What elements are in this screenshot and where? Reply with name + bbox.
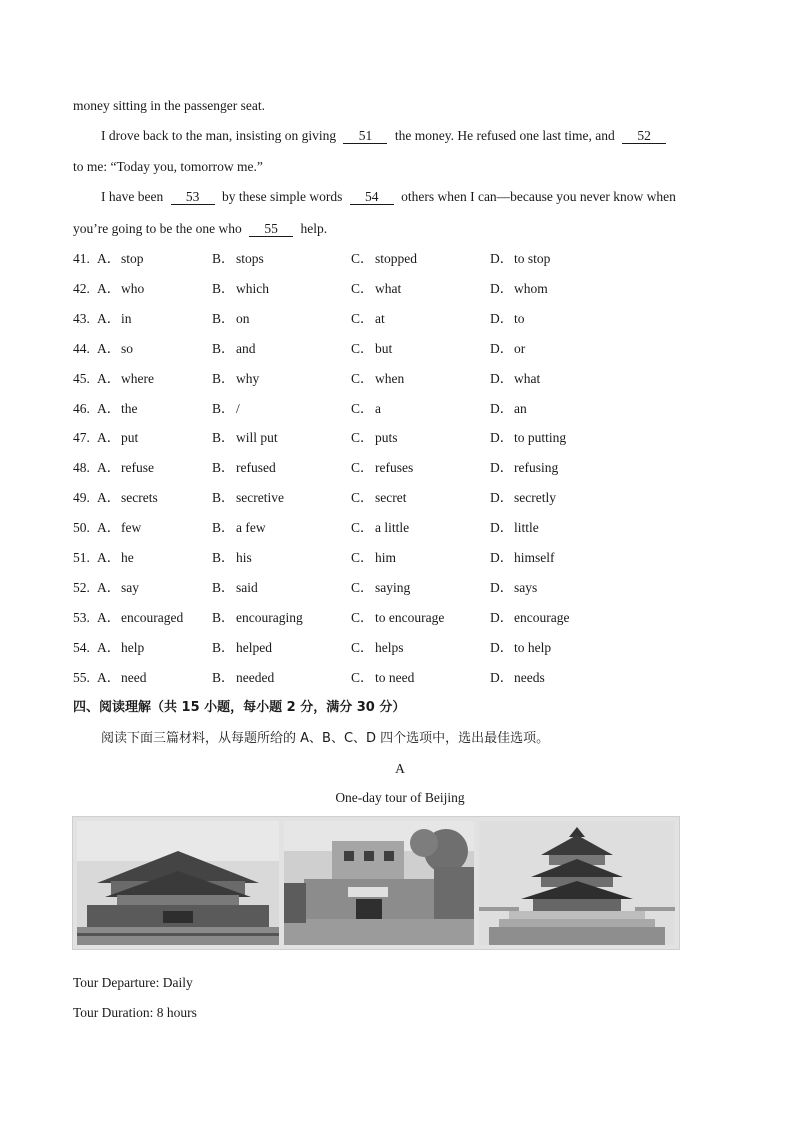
- option-c: [351, 549, 396, 567]
- option-c: [351, 579, 410, 597]
- option-text: saying: [375, 579, 411, 595]
- question-row: [73, 639, 733, 657]
- option-text: him: [375, 550, 397, 565]
- option-letter: B．: [212, 280, 235, 296]
- question-row: [73, 459, 733, 477]
- option-b: [212, 429, 278, 447]
- option-letter: D．: [490, 400, 514, 416]
- option-text: refuse: [121, 460, 154, 476]
- tour-duration: Tour Duration: 8 hours: [73, 1005, 197, 1020]
- option-text: few: [121, 520, 142, 536]
- option-letter: D．: [490, 669, 514, 685]
- passage-title: One-day tour of Beijing: [335, 790, 465, 805]
- option-text: so: [121, 340, 134, 356]
- question-number: 48.: [73, 460, 90, 476]
- option-letter: A．: [97, 370, 121, 386]
- option-text: needed: [236, 669, 275, 685]
- option-text: encourage: [514, 609, 570, 625]
- option-b: [212, 549, 252, 567]
- option-text: his: [236, 550, 252, 565]
- question-number: 44.: [73, 340, 90, 356]
- option-letter: A．: [97, 490, 121, 506]
- option-c: [351, 370, 404, 388]
- option-c: [351, 280, 401, 298]
- option-text: why: [236, 370, 260, 386]
- option-text: but: [375, 340, 393, 356]
- option-d: [490, 280, 548, 298]
- option-letter: C．: [351, 609, 374, 625]
- option-text: which: [236, 280, 269, 296]
- option-letter: C．: [351, 490, 374, 506]
- passage-line: [73, 220, 740, 238]
- question-number: 53.: [73, 609, 90, 625]
- option-letter: B．: [212, 430, 235, 446]
- option-a: [97, 280, 144, 298]
- option-letter: C．: [351, 400, 374, 416]
- option-c: [351, 459, 413, 477]
- option-letter: B．: [212, 550, 235, 565]
- option-text: secret: [375, 490, 407, 506]
- option-text: to putting: [514, 430, 567, 446]
- question-number: 49.: [73, 490, 90, 506]
- option-letter: A．: [97, 579, 121, 595]
- option-text: the: [121, 400, 138, 416]
- option-text: to: [514, 310, 525, 326]
- question-row: [73, 280, 733, 298]
- option-text: refused: [236, 460, 276, 476]
- passage-line: to me: “Today you, tomorrow me.”: [73, 159, 263, 174]
- question-row: [73, 519, 733, 537]
- question-number: 50.: [73, 520, 90, 536]
- option-text: in: [121, 310, 132, 326]
- option-letter: A．: [97, 520, 121, 536]
- option-letter: B．: [212, 400, 235, 416]
- option-text: secretive: [236, 490, 284, 506]
- option-a: [97, 250, 144, 268]
- option-b: [212, 400, 240, 418]
- option-text: put: [121, 430, 139, 446]
- section-instruction: 阅读下面三篇材料，从每题所给的 A、B、C、D 四个选项中，选出最佳选项。: [101, 731, 550, 746]
- option-text: to stop: [514, 251, 551, 266]
- option-a: [97, 609, 183, 627]
- option-letter: B．: [212, 490, 235, 506]
- option-d: [490, 310, 525, 328]
- tiananmen-gate-image: [77, 821, 279, 945]
- passage-text: by these simple words: [221, 189, 343, 204]
- option-text: a little: [375, 520, 410, 536]
- option-text: needs: [514, 669, 545, 685]
- option-letter: A．: [97, 460, 121, 476]
- option-a: [97, 340, 133, 358]
- option-d: [490, 489, 556, 507]
- option-c: [351, 250, 417, 268]
- tour-photo-strip: [72, 816, 680, 950]
- question-row: [73, 310, 733, 328]
- option-text: to need: [375, 669, 415, 685]
- option-b: [212, 579, 258, 597]
- option-letter: D．: [490, 251, 514, 266]
- option-d: [490, 579, 537, 597]
- passage-line: [101, 127, 740, 145]
- option-text: stopped: [375, 251, 417, 266]
- option-letter: D．: [490, 370, 514, 386]
- option-b: [212, 370, 259, 388]
- answer-blank: 53: [171, 189, 215, 205]
- option-letter: D．: [490, 340, 514, 356]
- option-letter: D．: [490, 310, 514, 326]
- option-text: stops: [236, 251, 264, 266]
- option-a: [97, 310, 132, 328]
- option-letter: D．: [490, 430, 514, 446]
- option-letter: B．: [212, 310, 235, 326]
- option-text: will put: [236, 430, 278, 446]
- option-a: [97, 549, 134, 567]
- passage-label: A: [395, 761, 405, 776]
- option-d: [490, 370, 540, 388]
- option-text: encouraged: [121, 609, 184, 625]
- question-row: [73, 370, 733, 388]
- option-text: or: [514, 340, 526, 356]
- option-letter: B．: [212, 609, 235, 625]
- question-row: [73, 579, 733, 597]
- option-text: a: [375, 400, 381, 416]
- question-number: 42.: [73, 280, 90, 296]
- passage-line: [101, 188, 740, 206]
- option-text: little: [514, 520, 539, 536]
- option-text: he: [121, 550, 134, 565]
- option-letter: C．: [351, 310, 374, 326]
- option-c: [351, 609, 444, 627]
- option-text: say: [121, 579, 139, 595]
- option-text: who: [121, 280, 145, 296]
- option-d: [490, 250, 550, 268]
- option-b: [212, 459, 276, 477]
- option-a: [97, 459, 154, 477]
- passage-text: I drove back to the man, insisting on giving: [101, 128, 337, 143]
- option-letter: C．: [351, 460, 374, 476]
- option-text: encouraging: [236, 609, 303, 625]
- option-text: says: [514, 579, 538, 595]
- option-a: [97, 579, 139, 597]
- option-letter: A．: [97, 251, 121, 266]
- question-row: [73, 549, 733, 567]
- answer-blank: 55: [249, 221, 293, 237]
- option-a: [97, 400, 138, 418]
- option-letter: A．: [97, 609, 121, 625]
- option-text: a few: [236, 520, 266, 536]
- option-text: need: [121, 669, 147, 685]
- option-a: [97, 639, 144, 657]
- question-row: [73, 429, 733, 447]
- option-b: [212, 519, 266, 537]
- option-d: [490, 459, 558, 477]
- option-text: puts: [375, 430, 398, 446]
- option-d: [490, 340, 525, 358]
- option-letter: A．: [97, 310, 121, 326]
- option-d: [490, 549, 555, 567]
- option-a: [97, 429, 138, 447]
- question-number: 52.: [73, 579, 90, 595]
- option-text: what: [514, 370, 541, 386]
- option-c: [351, 519, 409, 537]
- option-b: [212, 280, 269, 298]
- option-letter: A．: [97, 280, 121, 296]
- option-letter: C．: [351, 340, 374, 356]
- option-letter: A．: [97, 430, 121, 446]
- option-d: [490, 519, 539, 537]
- option-a: [97, 519, 141, 537]
- option-text: on: [236, 310, 250, 326]
- tour-departure: Tour Departure: Daily: [73, 975, 193, 990]
- option-letter: B．: [212, 370, 235, 386]
- option-text: helps: [375, 639, 404, 655]
- question-row: [73, 489, 733, 507]
- question-number: 54.: [73, 639, 90, 655]
- option-text: to help: [514, 639, 552, 655]
- option-letter: A．: [97, 400, 121, 416]
- option-text: refusing: [514, 460, 559, 476]
- answer-blank: 51: [343, 128, 387, 144]
- question-number: 45.: [73, 370, 90, 386]
- question-number: 51.: [73, 550, 90, 565]
- option-d: [490, 609, 569, 627]
- option-text: himself: [514, 550, 555, 565]
- option-text: what: [375, 280, 402, 296]
- option-letter: D．: [490, 579, 514, 595]
- answer-blank: 52: [622, 128, 666, 144]
- answer-blank: 54: [350, 189, 394, 205]
- option-text: and: [236, 340, 256, 356]
- option-text: helped: [236, 639, 272, 655]
- option-letter: D．: [490, 639, 514, 655]
- option-letter: B．: [212, 340, 235, 356]
- option-d: [490, 429, 566, 447]
- option-c: [351, 400, 381, 418]
- option-c: [351, 489, 406, 507]
- option-letter: B．: [212, 251, 235, 266]
- option-c: [351, 429, 398, 447]
- question-row: [73, 250, 733, 268]
- option-letter: B．: [212, 579, 235, 595]
- option-text: said: [236, 579, 258, 595]
- option-letter: A．: [97, 550, 121, 565]
- option-b: [212, 250, 264, 268]
- question-row: [73, 340, 733, 358]
- option-b: [212, 639, 272, 657]
- option-text: /: [236, 400, 240, 416]
- option-a: [97, 370, 154, 388]
- question-number: 55.: [73, 669, 90, 685]
- option-text: an: [514, 400, 527, 416]
- option-letter: A．: [97, 340, 121, 356]
- option-d: [490, 639, 551, 657]
- option-text: secretly: [514, 490, 556, 506]
- passage-text: others when I can—because you never know when: [401, 189, 676, 204]
- question-number: 46.: [73, 400, 90, 416]
- option-letter: D．: [490, 550, 514, 565]
- passage-text: the money. He refused one last time, and: [394, 128, 615, 143]
- option-letter: C．: [351, 579, 374, 595]
- section-heading: 四、阅读理解（共 15 小题，每小题 2 分，满分 30 分）: [73, 700, 406, 715]
- option-letter: A．: [97, 639, 121, 655]
- question-row: [73, 609, 733, 627]
- question-number: 43.: [73, 310, 90, 326]
- question-number: 41.: [73, 251, 90, 266]
- option-letter: D．: [490, 460, 514, 476]
- option-letter: C．: [351, 639, 374, 655]
- option-c: [351, 340, 392, 358]
- passage-text: you’re going to be the one who: [73, 221, 242, 236]
- option-b: [212, 669, 274, 687]
- question-row: [73, 400, 733, 418]
- option-letter: B．: [212, 520, 235, 536]
- question-row: [73, 669, 733, 687]
- option-letter: D．: [490, 280, 514, 296]
- option-b: [212, 609, 303, 627]
- option-letter: C．: [351, 430, 374, 446]
- passage-text: I have been: [101, 189, 164, 204]
- option-b: [212, 310, 250, 328]
- option-letter: A．: [97, 669, 121, 685]
- option-text: whom: [514, 280, 548, 296]
- option-text: stop: [121, 251, 144, 266]
- option-letter: C．: [351, 280, 374, 296]
- option-letter: C．: [351, 251, 374, 266]
- temple-of-heaven-image: [479, 821, 675, 945]
- option-d: [490, 669, 545, 687]
- hutong-gate-image: [284, 821, 474, 945]
- option-text: help: [121, 639, 145, 655]
- option-letter: D．: [490, 490, 514, 506]
- option-d: [490, 400, 527, 418]
- option-text: refuses: [375, 460, 414, 476]
- option-a: [97, 489, 158, 507]
- passage-text: help.: [300, 221, 328, 236]
- option-c: [351, 310, 385, 328]
- option-b: [212, 340, 256, 358]
- option-letter: C．: [351, 550, 374, 565]
- option-letter: B．: [212, 460, 235, 476]
- option-c: [351, 669, 414, 687]
- option-text: to encourage: [375, 609, 445, 625]
- question-number: 47.: [73, 430, 90, 446]
- option-b: [212, 489, 284, 507]
- option-text: at: [375, 310, 385, 326]
- option-letter: D．: [490, 520, 514, 536]
- option-text: when: [375, 370, 405, 386]
- option-letter: C．: [351, 669, 374, 685]
- option-letter: B．: [212, 639, 235, 655]
- passage-line: money sitting in the passenger seat.: [73, 98, 265, 113]
- option-letter: B．: [212, 669, 235, 685]
- option-letter: D．: [490, 609, 514, 625]
- option-text: where: [121, 370, 154, 386]
- option-a: [97, 669, 146, 687]
- option-c: [351, 639, 404, 657]
- option-letter: C．: [351, 520, 374, 536]
- option-letter: C．: [351, 370, 374, 386]
- option-text: secrets: [121, 490, 158, 506]
